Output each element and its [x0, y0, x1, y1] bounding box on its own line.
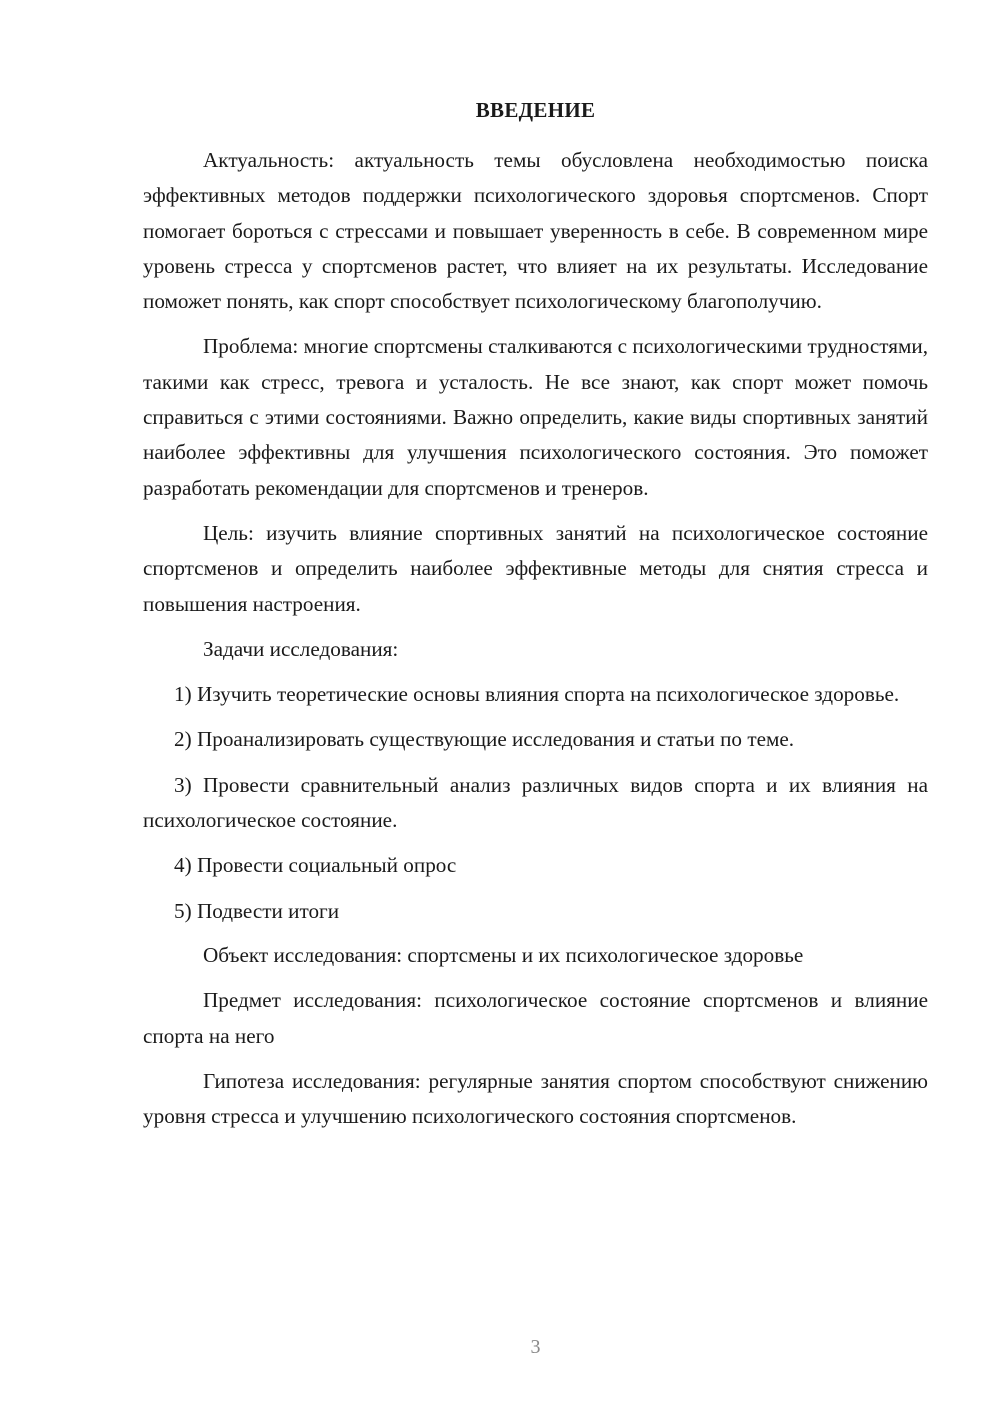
paragraph-goal: Цель: изучить влияние спортивных занятий на психологическое состояние спортсменов и определить наиболее эффективные методы для снятия стресса и повышения настроения. [143, 520, 928, 616]
document-body [143, 143, 928, 1134]
task-item-1: 1) Изучить теоретические основы влияния спорта на психологическое здоровье. [174, 682, 900, 707]
page-number: 3 [530, 1336, 541, 1358]
page-title: ВВЕДЕНИЕ [475, 98, 596, 122]
paragraph-relevance: Актуальность: актуальность темы обусловлена необходимостью поиска эффективных методов поддержки психологического здоровья спортсменов. Спорт помогает бороться с стрессами и повышает уверенность в себе. В современном мире уровень стресса у спортсменов растет, что влияет на их результаты. Исследование поможет понять, как спорт способствует психологическому благополучию. [143, 148, 928, 314]
paragraph-hypothesis: Гипотеза исследования: регулярные занятия спортом способствуют снижению уровня стресса и улучшению психологического состояния спортсменов. [143, 1068, 928, 1129]
tasks-heading: Задачи исследования: [203, 636, 399, 661]
task-item-3: 3) Провести сравнительный анализ различных видов спорта и их влияния на психологическое состояние. [143, 772, 928, 833]
task-item-4: 4) Провести социальный опрос [174, 853, 457, 878]
task-item-2: 2) Проанализировать существующие исследования и статьи по теме. [174, 727, 795, 752]
paragraph-problem: Проблема: многие спортсмены сталкиваются с психологическими трудностями, такими как стресс, тревога и усталость. Не все знают, как спорт может помочь справиться с этими состояниями. Важно определить, какие виды спортивных занятий наиболее эффективны для улучшения психологического состояния. Это поможет разработать рекомендации для спортсменов и тренеров. [143, 334, 928, 500]
document-page [143, 0, 928, 1414]
paragraph-subject: Предмет исследования: психологическое состояние спортсменов и влияние спорта на него [143, 988, 928, 1048]
paragraph-object: Объект исследования: спортсмены и их психологическое здоровье [203, 942, 804, 967]
task-item-5: 5) Подвести итоги [174, 898, 340, 923]
